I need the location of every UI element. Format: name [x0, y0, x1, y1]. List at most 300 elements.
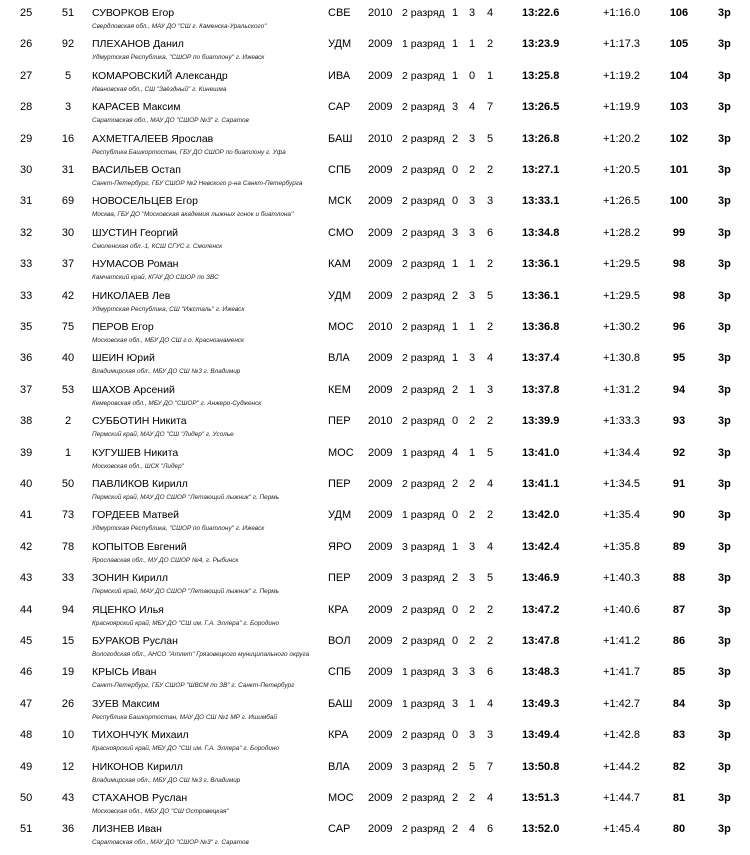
- shooting-standing-cell: 2: [468, 415, 476, 428]
- shooting-standing-cell: 1: [468, 383, 476, 396]
- shooting-standing-cell: 2: [468, 792, 476, 804]
- place-cell: 27: [20, 69, 33, 82]
- shooting-prone-cell: 2: [451, 478, 459, 490]
- category-cell: 3р: [718, 509, 731, 522]
- points-cell: 91: [672, 478, 686, 490]
- athlete-organization: Московская обл., МБУ ДО "СШ Островецкая": [92, 808, 229, 815]
- result-row: [0, 816, 750, 847]
- athlete-organization: Удмуртская Республика, "СШОР по биатлону" г. Ижевск: [92, 525, 265, 533]
- shooting-total-cell: 3: [486, 383, 494, 396]
- birth-year-cell: 2009: [368, 603, 393, 616]
- athlete-organization: Московская обл., МБУ ДО СШ г.о. Краснознаменск: [92, 337, 245, 344]
- time-gap-cell: +1:41.2: [603, 635, 641, 647]
- shooting-standing-cell: 2: [468, 478, 476, 490]
- shooting-prone-cell: 1: [451, 540, 459, 553]
- result-row: [0, 188, 750, 219]
- shooting-standing-cell: 3: [468, 572, 476, 585]
- athlete-organization: Владимирская обл., МБУ ДО СШ №3 г. Владимир: [92, 776, 241, 784]
- time-gap-cell: +1:16.0: [603, 7, 641, 19]
- points-cell: 101: [669, 164, 689, 176]
- category-cell: 3р: [718, 572, 731, 585]
- shooting-total-cell: 5: [486, 132, 494, 145]
- shooting-prone-cell: 0: [451, 195, 459, 208]
- result-row: [0, 251, 750, 282]
- region-cell: КРА: [328, 603, 349, 616]
- shooting-standing-cell: 1: [468, 321, 476, 333]
- region-cell: КАМ: [328, 258, 351, 271]
- shooting-standing-cell: 3: [468, 540, 476, 553]
- athlete-organization: Санкт-Петербург, ГБУ СШОР "ШВСМ по ЗВ" г. Санкт-Петербург: [92, 682, 295, 690]
- sport-rank-cell: 2 разряд: [402, 603, 445, 616]
- time-gap-cell: +1:34.5: [603, 478, 641, 490]
- result-row: [0, 157, 750, 188]
- sport-rank-cell: 2 разряд: [402, 729, 445, 742]
- bib-cell: 2: [64, 415, 72, 428]
- finish-time-cell: 13:23.9: [522, 38, 560, 51]
- category-cell: 3р: [718, 132, 731, 145]
- shooting-standing-cell: 2: [468, 164, 476, 176]
- athlete-name: НИКОНОВ Кирилл: [92, 760, 183, 773]
- birth-year-cell: 2009: [368, 101, 393, 114]
- place-cell: 36: [20, 352, 33, 365]
- time-gap-cell: +1:44.2: [603, 760, 641, 773]
- shooting-prone-cell: 3: [451, 226, 459, 239]
- sport-rank-cell: 1 разряд: [402, 38, 445, 51]
- athlete-organization: Московская обл., ШСК "Лидер": [92, 462, 184, 470]
- finish-time-cell: 13:36.1: [522, 258, 560, 271]
- result-row: [0, 31, 750, 62]
- shooting-standing-cell: 0: [468, 69, 476, 82]
- athlete-name: КОМАРОВСКИЙ Александр: [92, 69, 228, 82]
- category-cell: 3р: [718, 760, 731, 773]
- athlete-name: ЯЦЕНКО Илья: [92, 603, 164, 616]
- athlete-organization: Владимирская обл., МБУ ДО СШ №3 г. Владимир: [92, 368, 241, 376]
- result-row: [0, 565, 750, 596]
- athlete-organization: Республика Башкортостан, МАУ ДО СШ №1 МР г. Ишимбай: [92, 713, 277, 721]
- bib-cell: 10: [61, 729, 75, 742]
- category-cell: 3р: [718, 729, 731, 742]
- result-row: [0, 659, 750, 690]
- birth-year-cell: 2009: [368, 446, 393, 459]
- finish-time-cell: 13:52.0: [522, 823, 560, 836]
- category-cell: 3р: [718, 101, 731, 114]
- shooting-standing-cell: 3: [468, 352, 476, 365]
- category-cell: 3р: [718, 195, 731, 208]
- region-cell: СМО: [328, 226, 354, 239]
- result-row: [0, 722, 750, 753]
- time-gap-cell: +1:35.8: [603, 540, 641, 553]
- shooting-standing-cell: 5: [468, 760, 476, 773]
- bib-cell: 19: [61, 666, 75, 679]
- result-row: [0, 0, 750, 31]
- sport-rank-cell: 1 разряд: [402, 666, 445, 679]
- shooting-total-cell: 3: [486, 729, 494, 742]
- birth-year-cell: 2009: [368, 164, 393, 176]
- shooting-total-cell: 2: [486, 509, 494, 522]
- sport-rank-cell: 3 разряд: [402, 572, 445, 585]
- shooting-standing-cell: 3: [468, 132, 476, 145]
- region-cell: ИВА: [328, 69, 351, 82]
- sport-rank-cell: 2 разряд: [402, 7, 445, 19]
- region-cell: МОС: [328, 321, 354, 333]
- time-gap-cell: +1:28.2: [603, 226, 641, 239]
- athlete-organization: Москва, ГБУ ДО "Московская академия лыжных гонок и биатлона": [92, 211, 294, 219]
- place-cell: 39: [20, 446, 33, 459]
- athlete-organization: Ивановская обл., СШ "Звёздный" г. Кинешма: [92, 85, 227, 93]
- sport-rank-cell: 3 разряд: [402, 540, 445, 553]
- place-cell: 40: [20, 478, 33, 490]
- shooting-total-cell: 6: [486, 666, 494, 679]
- points-cell: 96: [672, 321, 686, 333]
- finish-time-cell: 13:41.1: [522, 478, 560, 490]
- result-row: [0, 408, 750, 439]
- athlete-name: ЛИЗНЕВ Иван: [92, 823, 162, 836]
- category-cell: 3р: [718, 446, 731, 459]
- place-cell: 35: [20, 321, 33, 333]
- athlete-organization: Саратовская обл., МАУ ДО "СШОР №3" г. Саратов: [92, 117, 249, 125]
- points-cell: 104: [669, 69, 689, 82]
- time-gap-cell: +1:26.5: [603, 195, 641, 208]
- athlete-name: ПЛЕХАНОВ Данил: [92, 38, 184, 51]
- finish-time-cell: 13:34.8: [522, 226, 560, 239]
- place-cell: 29: [20, 132, 33, 145]
- points-cell: 98: [672, 289, 686, 302]
- result-row: [0, 754, 750, 785]
- sport-rank-cell: 1 разряд: [402, 697, 445, 710]
- bib-cell: 51: [61, 7, 75, 19]
- bib-cell: 43: [61, 792, 75, 804]
- birth-year-cell: 2009: [368, 258, 393, 271]
- points-cell: 94: [672, 383, 686, 396]
- category-cell: 3р: [718, 321, 731, 333]
- category-cell: 3р: [718, 666, 731, 679]
- birth-year-cell: 2009: [368, 195, 393, 208]
- time-gap-cell: +1:29.5: [603, 258, 641, 271]
- shooting-prone-cell: 1: [451, 258, 459, 271]
- shooting-standing-cell: 1: [468, 446, 476, 459]
- athlete-organization: Пермский край, МАУ ДО СШОР "Летающий лыжник" г. Пермь: [92, 588, 279, 596]
- shooting-standing-cell: 2: [468, 603, 476, 616]
- athlete-organization: Пермский край, МАУ ДО "СШ "Лидер" г. Усолье: [92, 431, 234, 439]
- time-gap-cell: +1:19.2: [603, 69, 641, 82]
- birth-year-cell: 2009: [368, 352, 393, 365]
- sport-rank-cell: 2 разряд: [402, 101, 445, 114]
- finish-time-cell: 13:50.8: [522, 760, 560, 773]
- bib-cell: 30: [61, 226, 75, 239]
- athlete-organization: Удмуртская Республика, "СШОР по биатлону" г. Ижевск: [92, 54, 265, 62]
- sport-rank-cell: 1 разряд: [402, 446, 445, 459]
- birth-year-cell: 2009: [368, 666, 393, 679]
- region-cell: САР: [328, 101, 351, 114]
- birth-year-cell: 2010: [368, 132, 393, 145]
- category-cell: 3р: [718, 226, 731, 239]
- finish-time-cell: 13:46.9: [522, 572, 560, 585]
- athlete-organization: Ярославская обл., МУ ДО СШОР №4, г. Рыбинск: [92, 556, 239, 564]
- shooting-standing-cell: 1: [468, 697, 476, 710]
- result-row: [0, 785, 750, 816]
- shooting-prone-cell: 1: [451, 69, 459, 82]
- result-row: [0, 534, 750, 565]
- athlete-name: БУРАКОВ Руслан: [92, 635, 178, 647]
- shooting-prone-cell: 0: [451, 164, 459, 176]
- region-cell: УДМ: [328, 289, 352, 302]
- place-cell: 33: [20, 289, 33, 302]
- finish-time-cell: 13:51.3: [522, 792, 560, 804]
- finish-time-cell: 13:37.8: [522, 383, 560, 396]
- athlete-organization: Удмуртская Республика, СШ "Ижсталь" г. Ижевск: [92, 305, 245, 313]
- birth-year-cell: 2010: [368, 415, 393, 428]
- sport-rank-cell: 2 разряд: [402, 195, 445, 208]
- finish-time-cell: 13:27.1: [522, 164, 560, 176]
- shooting-total-cell: 4: [486, 352, 494, 365]
- shooting-total-cell: 2: [486, 258, 494, 271]
- shooting-standing-cell: 1: [468, 258, 476, 271]
- bib-cell: 40: [61, 352, 75, 365]
- place-cell: 38: [20, 415, 33, 428]
- shooting-total-cell: 5: [486, 446, 494, 459]
- category-cell: 3р: [718, 540, 731, 553]
- place-cell: 43: [20, 572, 33, 585]
- shooting-total-cell: 2: [486, 164, 494, 176]
- region-cell: УДМ: [328, 509, 352, 522]
- athlete-name: НИКОЛАЕВ Лев: [92, 289, 171, 302]
- finish-time-cell: 13:25.8: [522, 69, 560, 82]
- place-cell: 25: [20, 7, 33, 19]
- place-cell: 47: [20, 697, 33, 710]
- points-cell: 89: [672, 540, 686, 553]
- bib-cell: 75: [61, 321, 75, 333]
- time-gap-cell: +1:20.2: [603, 132, 641, 145]
- time-gap-cell: +1:33.3: [603, 415, 641, 428]
- birth-year-cell: 2009: [368, 572, 393, 585]
- sport-rank-cell: 2 разряд: [402, 792, 445, 804]
- shooting-standing-cell: 3: [468, 289, 476, 302]
- time-gap-cell: +1:17.3: [603, 38, 641, 51]
- result-row: [0, 628, 750, 659]
- athlete-name: ВАСИЛЬЕВ Остап: [92, 164, 181, 176]
- place-cell: 33: [20, 258, 33, 271]
- sport-rank-cell: 2 разряд: [402, 635, 445, 647]
- shooting-prone-cell: 2: [451, 383, 459, 396]
- place-cell: 30: [20, 164, 33, 176]
- shooting-total-cell: 2: [486, 415, 494, 428]
- time-gap-cell: +1:40.6: [603, 603, 641, 616]
- birth-year-cell: 2009: [368, 509, 393, 522]
- points-cell: 83: [672, 729, 686, 742]
- category-cell: 3р: [718, 792, 731, 804]
- category-cell: 3р: [718, 478, 731, 490]
- shooting-prone-cell: 0: [451, 415, 459, 428]
- points-cell: 106: [669, 7, 689, 19]
- athlete-name: ШЕИН Юрий: [92, 352, 155, 365]
- birth-year-cell: 2009: [368, 226, 393, 239]
- points-cell: 80: [672, 823, 686, 836]
- birth-year-cell: 2009: [368, 792, 393, 804]
- place-cell: 48: [20, 729, 33, 742]
- result-row: [0, 94, 750, 125]
- finish-time-cell: 13:42.4: [522, 540, 560, 553]
- bib-cell: 26: [61, 697, 75, 710]
- category-cell: 3р: [718, 289, 731, 302]
- bib-cell: 42: [61, 289, 75, 302]
- result-row: [0, 471, 750, 502]
- birth-year-cell: 2009: [368, 540, 393, 553]
- time-gap-cell: +1:42.7: [603, 697, 641, 710]
- region-cell: ЯРО: [328, 540, 352, 553]
- points-cell: 84: [672, 697, 686, 710]
- finish-time-cell: 13:36.1: [522, 289, 560, 302]
- bib-cell: 12: [61, 760, 75, 773]
- athlete-name: НОВОСЕЛЬЦЕВ Егор: [92, 195, 198, 208]
- time-gap-cell: +1:19.9: [603, 101, 641, 114]
- shooting-total-cell: 4: [486, 697, 494, 710]
- shooting-total-cell: 2: [486, 603, 494, 616]
- birth-year-cell: 2010: [368, 321, 393, 333]
- points-cell: 88: [672, 572, 686, 585]
- result-row: [0, 63, 750, 94]
- shooting-total-cell: 2: [486, 635, 494, 647]
- time-gap-cell: +1:35.4: [603, 509, 641, 522]
- shooting-total-cell: 3: [486, 195, 494, 208]
- time-gap-cell: +1:42.8: [603, 729, 641, 742]
- shooting-prone-cell: 0: [451, 603, 459, 616]
- result-row: [0, 377, 750, 408]
- shooting-prone-cell: 2: [451, 289, 459, 302]
- result-row: [0, 126, 750, 157]
- result-row: [0, 314, 750, 345]
- category-cell: 3р: [718, 603, 731, 616]
- sport-rank-cell: 2 разряд: [402, 478, 445, 490]
- category-cell: 3р: [718, 415, 731, 428]
- finish-time-cell: 13:22.6: [522, 7, 560, 19]
- shooting-prone-cell: 3: [451, 697, 459, 710]
- points-cell: 86: [672, 635, 686, 647]
- place-cell: 41: [20, 509, 33, 522]
- category-cell: 3р: [718, 7, 731, 19]
- sport-rank-cell: 2 разряд: [402, 69, 445, 82]
- shooting-prone-cell: 1: [451, 38, 459, 51]
- athlete-name: ЗОНИН Кирилл: [92, 572, 168, 585]
- athlete-organization: Смоленская обл.-1, КСШ СГУС г. Смоленск: [92, 242, 223, 250]
- result-row: [0, 345, 750, 376]
- shooting-prone-cell: 1: [451, 321, 459, 333]
- category-cell: 3р: [718, 164, 731, 176]
- result-row: [0, 691, 750, 722]
- shooting-prone-cell: 0: [451, 729, 459, 742]
- region-cell: МОС: [328, 792, 354, 804]
- shooting-prone-cell: 2: [451, 792, 459, 804]
- shooting-total-cell: 7: [486, 760, 494, 773]
- region-cell: МСК: [328, 195, 352, 208]
- athlete-name: АХМЕТГАЛЕЕВ Ярослав: [92, 132, 214, 145]
- athlete-organization: Саратовская обл., МАУ ДО "СШОР №3" г. Саратов: [92, 839, 249, 847]
- birth-year-cell: 2009: [368, 760, 393, 773]
- shooting-prone-cell: 4: [451, 446, 459, 459]
- athlete-organization: Камчатский край, КГАУ ДО СШОР по ЗВС: [92, 274, 219, 282]
- athlete-organization: Кемеровская обл., МБУ ДО "СШОР" г. Анжеро-Судженск: [92, 399, 262, 407]
- birth-year-cell: 2009: [368, 823, 393, 836]
- athlete-organization: Пермский край, МАУ ДО СШОР "Летающий лыжник" г. Пермь: [92, 494, 279, 501]
- bib-cell: 3: [64, 101, 72, 114]
- athlete-name: КУГУШЕВ Никита: [92, 446, 179, 459]
- region-cell: СВЕ: [328, 7, 351, 19]
- finish-time-cell: 13:37.4: [522, 352, 560, 365]
- bib-cell: 94: [61, 603, 75, 616]
- region-cell: ВЛА: [328, 352, 350, 365]
- sport-rank-cell: 2 разряд: [402, 226, 445, 239]
- sport-rank-cell: 2 разряд: [402, 289, 445, 302]
- category-cell: 3р: [718, 697, 731, 710]
- athlete-organization: Вологодская обл., АНСО "Атлет" Грязовецкого муниципального округа: [92, 651, 310, 658]
- shooting-standing-cell: 3: [468, 195, 476, 208]
- finish-time-cell: 13:26.5: [522, 101, 560, 114]
- finish-time-cell: 13:33.1: [522, 195, 560, 208]
- athlete-organization: Свердловская обл., МАУ ДО "СШ г. Каменска-Уральского": [92, 23, 267, 30]
- shooting-standing-cell: 3: [468, 729, 476, 742]
- bib-cell: 31: [61, 164, 75, 176]
- bib-cell: 69: [61, 195, 75, 208]
- shooting-total-cell: 4: [486, 540, 494, 553]
- points-cell: 92: [672, 446, 686, 459]
- region-cell: САР: [328, 823, 351, 836]
- athlete-organization: Красноярский край, МБУ ДО "СШ им. Г.А. Эллера" г. Бородино: [92, 619, 280, 627]
- points-cell: 99: [672, 226, 686, 239]
- time-gap-cell: +1:45.4: [603, 823, 641, 836]
- athlete-name: СУББОТИН Никита: [92, 415, 187, 428]
- sport-rank-cell: 2 разряд: [402, 383, 445, 396]
- sport-rank-cell: 2 разряд: [402, 258, 445, 271]
- region-cell: СПБ: [328, 666, 352, 679]
- birth-year-cell: 2009: [368, 635, 393, 647]
- result-row: [0, 220, 750, 251]
- bib-cell: 33: [61, 572, 75, 585]
- finish-time-cell: 13:41.0: [522, 446, 560, 459]
- region-cell: ВОЛ: [328, 635, 351, 647]
- athlete-name: ШАХОВ Арсений: [92, 383, 175, 396]
- points-cell: 100: [669, 195, 689, 208]
- finish-time-cell: 13:26.8: [522, 132, 560, 145]
- bib-cell: 37: [61, 258, 75, 271]
- shooting-standing-cell: 4: [468, 823, 476, 836]
- birth-year-cell: 2009: [368, 729, 393, 742]
- bib-cell: 36: [61, 823, 75, 836]
- athlete-name: КРЫСЬ Иван: [92, 666, 157, 679]
- sport-rank-cell: 2 разряд: [402, 415, 445, 428]
- place-cell: 28: [20, 101, 33, 114]
- bib-cell: 5: [64, 69, 72, 82]
- athlete-name: КАРАСЕВ Максим: [92, 101, 181, 114]
- athlete-name: ГОРДЕЕВ Матвей: [92, 509, 180, 522]
- time-gap-cell: +1:29.5: [603, 289, 641, 302]
- region-cell: КЕМ: [328, 383, 351, 396]
- place-cell: 50: [20, 792, 33, 804]
- points-cell: 81: [672, 792, 686, 804]
- points-cell: 95: [672, 352, 686, 365]
- shooting-total-cell: 1: [486, 69, 494, 82]
- category-cell: 3р: [718, 38, 731, 51]
- finish-time-cell: 13:47.8: [522, 635, 560, 647]
- birth-year-cell: 2009: [368, 697, 393, 710]
- place-cell: 42: [20, 540, 33, 553]
- points-cell: 87: [672, 603, 686, 616]
- bib-cell: 53: [61, 383, 75, 396]
- birth-year-cell: 2010: [368, 7, 393, 19]
- bib-cell: 92: [61, 38, 75, 51]
- shooting-standing-cell: 3: [468, 666, 476, 679]
- shooting-prone-cell: 2: [451, 572, 459, 585]
- region-cell: УДМ: [328, 38, 352, 51]
- athlete-organization: Республика Башкортостан, ГБУ ДО СШОР по биатлону г. Уфа: [92, 148, 286, 156]
